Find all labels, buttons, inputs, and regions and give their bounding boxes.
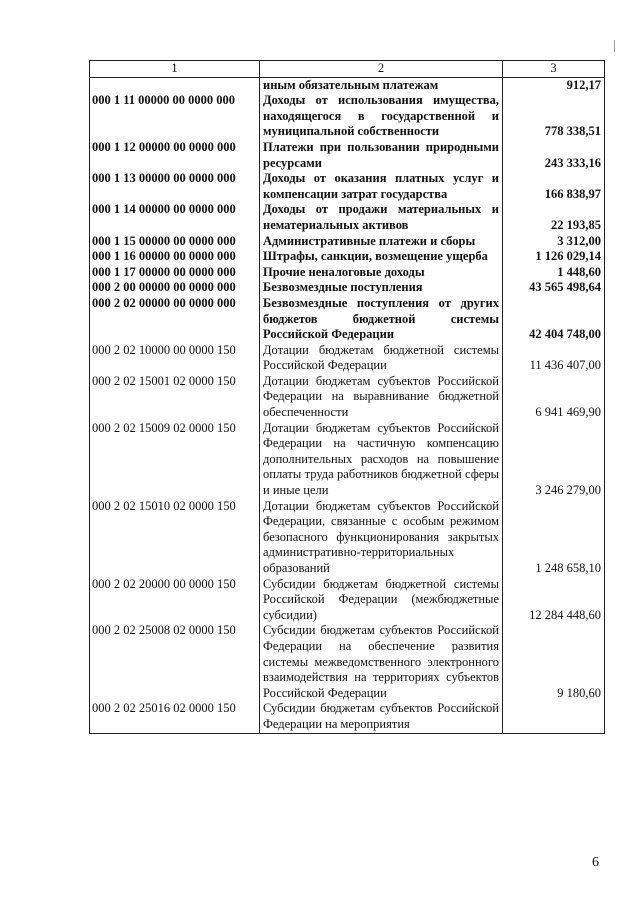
revenue-name-cell: Доходы от продажи материальных и нематериальных активов xyxy=(260,202,503,233)
revenue-name-cell: Субсидии бюджетам субъектов Российской Федерации на мероприятия xyxy=(260,701,503,733)
table-row xyxy=(90,701,605,733)
revenue-name-cell: Субсидии бюджетам бюджетной системы Российской Федерации (межбюджетные субсидии) xyxy=(260,577,503,624)
budget-code-cell: 000 1 17 00000 00 0000 000 xyxy=(90,265,260,281)
budget-code-cell: 000 1 13 00000 00 0000 000 xyxy=(90,171,260,202)
column-1-header: 1 xyxy=(90,61,260,78)
revenue-name-cell: Прочие неналоговые доходы xyxy=(260,265,503,281)
budget-code-cell: 000 1 11 00000 00 0000 000 xyxy=(90,93,260,140)
amount-cell: 3 312,00 xyxy=(503,234,605,250)
table-row xyxy=(90,421,605,499)
revenue-name-cell: Дотации бюджетам субъектов Российской Федерации, связанные с особым режимом безопасного функционирования закрытых административно-территориальных образований xyxy=(260,499,503,577)
budget-code-cell: 000 2 02 10000 00 0000 150 xyxy=(90,343,260,374)
amount-cell: 1 126 029,14 xyxy=(503,249,605,265)
amount-cell: 6 941 469,90 xyxy=(503,374,605,421)
amount-cell: 12 284 448,60 xyxy=(503,577,605,624)
table-row xyxy=(90,140,605,171)
table-body xyxy=(90,77,605,733)
budget-code-cell: 000 1 12 00000 00 0000 000 xyxy=(90,140,260,171)
budget-code-cell: 000 2 02 20000 00 0000 150 xyxy=(90,577,260,624)
table-row xyxy=(90,280,605,296)
revenue-name-cell: Доходы от оказания платных услуг и компенсации затрат государства xyxy=(260,171,503,202)
budget-code-cell: 000 2 02 15001 02 0000 150 xyxy=(90,374,260,421)
amount-cell: 912,17 xyxy=(503,77,605,93)
table-row xyxy=(90,499,605,577)
column-3-header: 3 xyxy=(503,61,605,78)
revenue-name-cell: Безвозмездные поступления xyxy=(260,280,503,296)
amount-cell: 243 333,16 xyxy=(503,140,605,171)
budget-code-cell: 000 2 02 25008 02 0000 150 xyxy=(90,623,260,701)
revenue-name-cell: Платежи при пользовании природными ресурсами xyxy=(260,140,503,171)
table-row xyxy=(90,296,605,343)
revenue-name-cell: иным обязательным платежам xyxy=(260,77,503,93)
amount-cell: 11 436 407,00 xyxy=(503,343,605,374)
revenue-name-cell: Дотации бюджетам субъектов Российской Федерации на выравнивание бюджетной обеспеченности xyxy=(260,374,503,421)
table-row xyxy=(90,623,605,701)
table-row xyxy=(90,93,605,140)
budget-code-cell: 000 2 02 00000 00 0000 000 xyxy=(90,296,260,343)
budget-code-cell: 000 2 02 15010 02 0000 150 xyxy=(90,499,260,577)
table-row xyxy=(90,343,605,374)
budget-code-cell: 000 2 02 15009 02 0000 150 xyxy=(90,421,260,499)
table-row xyxy=(90,77,605,93)
amount-cell: 1 448,60 xyxy=(503,265,605,281)
revenue-name-cell: Дотации бюджетам бюджетной системы Российской Федерации xyxy=(260,343,503,374)
budget-code-cell: 000 2 02 25016 02 0000 150 xyxy=(90,701,260,733)
revenue-name-cell: Штрафы, санкции, возмещение ущерба xyxy=(260,249,503,265)
amount-cell: 3 246 279,00 xyxy=(503,421,605,499)
budget-code-cell: 000 1 14 00000 00 0000 000 xyxy=(90,202,260,233)
amount-cell: 9 180,60 xyxy=(503,623,605,701)
page-number: 6 xyxy=(592,855,599,870)
revenue-name-cell: Доходы от использования имущества, находящегося в государственной и муниципальной собственности xyxy=(260,93,503,140)
table-row xyxy=(90,171,605,202)
table-row xyxy=(90,265,605,281)
table-row xyxy=(90,577,605,624)
amount-cell: 778 338,51 xyxy=(503,93,605,140)
amount-cell: 42 404 748,00 xyxy=(503,296,605,343)
margin-mark xyxy=(614,40,615,52)
table-row xyxy=(90,234,605,250)
amount-cell: 1 248 658,10 xyxy=(503,499,605,577)
amount-cell: 43 565 498,64 xyxy=(503,280,605,296)
budget-code-cell: 000 2 00 00000 00 0000 000 xyxy=(90,280,260,296)
amount-cell: 166 838,97 xyxy=(503,171,605,202)
budget-code-cell: 000 1 16 00000 00 0000 000 xyxy=(90,249,260,265)
amount-cell xyxy=(503,701,605,733)
budget-code-cell xyxy=(90,77,260,93)
table-row xyxy=(90,374,605,421)
budget-revenue-table xyxy=(89,60,605,734)
column-number-header-row xyxy=(90,61,605,78)
budget-code-cell: 000 1 15 00000 00 0000 000 xyxy=(90,234,260,250)
revenue-name-cell: Административные платежи и сборы xyxy=(260,234,503,250)
column-2-header: 2 xyxy=(260,61,503,78)
table-row xyxy=(90,202,605,233)
revenue-name-cell: Безвозмездные поступления от других бюджетов бюджетной системы Российской Федерации xyxy=(260,296,503,343)
amount-cell: 22 193,85 xyxy=(503,202,605,233)
revenue-name-cell: Субсидии бюджетам субъектов Российской Федерации на обеспечение развития системы межведомственного электронного взаимодействия на территориях субъектов Российской Федерации xyxy=(260,623,503,701)
revenue-name-cell: Дотации бюджетам субъектов Российской Федерации на частичную компенсацию дополнительных расходов на повышение оплаты труда работников бюджетной сферы и иные цели xyxy=(260,421,503,499)
table-row xyxy=(90,249,605,265)
